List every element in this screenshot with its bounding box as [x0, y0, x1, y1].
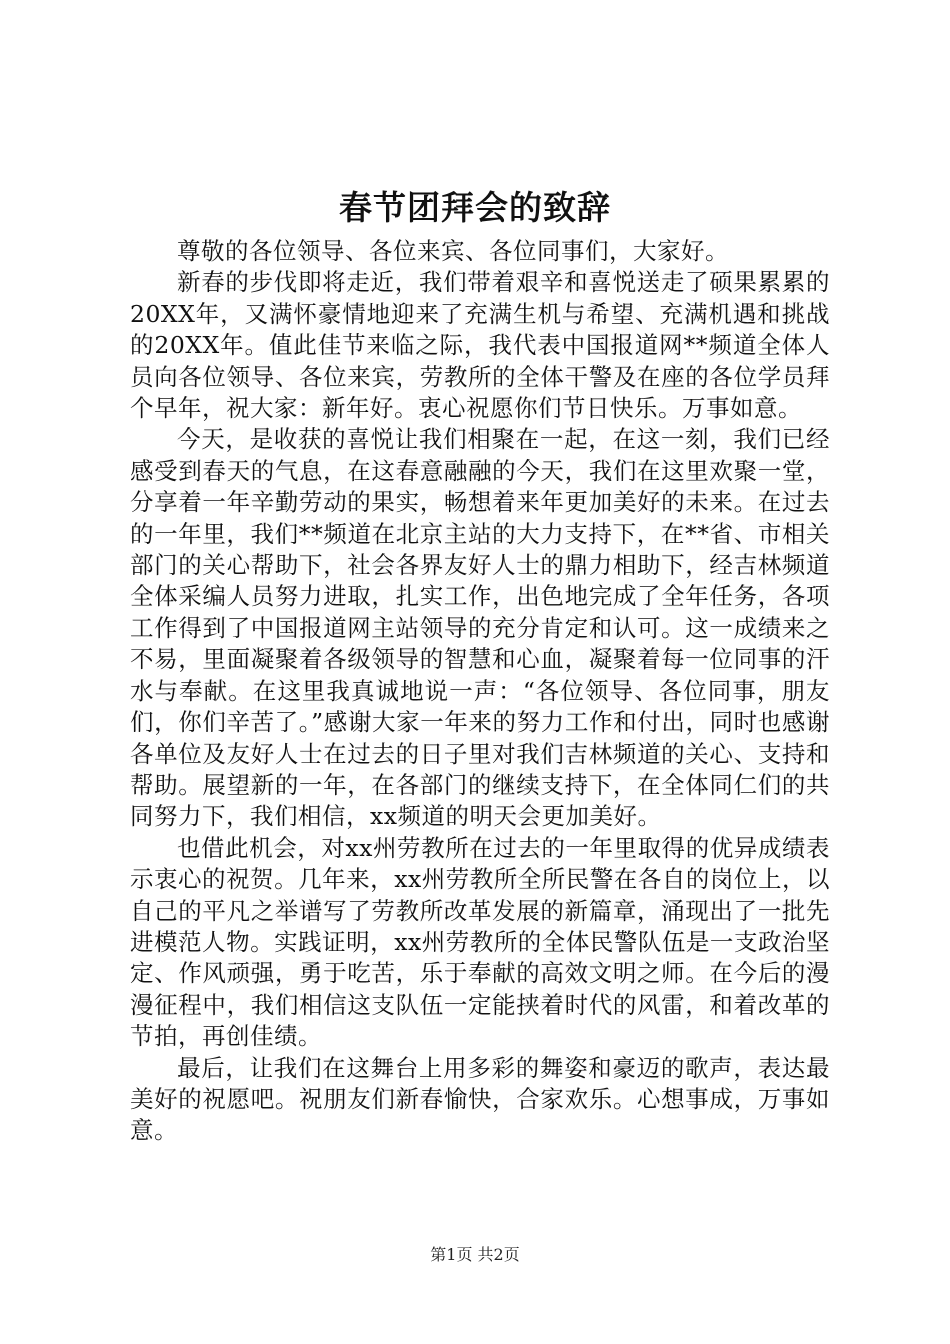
- paragraph-new-year-wishes: 新春的步伐即将走近，我们带着艰辛和喜悦送走了硕果累累的20XX年，又满怀豪情地迎来了充满生机与希望、充满机遇和挑战的20XX年。值此佳节来临之际，我代表中国报道网**频道全体人员向各位领导、各位来宾，劳教所的全体干警及在座的各位学员拜个早年，祝大家：新年好。衷心祝愿你们节日快乐。万事如意。: [130, 268, 830, 423]
- page-number-footer: 第1页 共2页: [430, 1245, 520, 1264]
- document-title: 春节团拜会的致辞: [339, 188, 611, 227]
- paragraph-congratulations: 也借此机会，对xx州劳教所在过去的一年里取得的优异成绩表示衷心的祝贺。几年来，xx州劳教所全所民警在各自的岗位上，以自己的平凡之举谱写了劳教所改革发展的新篇章，涌现出了一批先进模范人物。实践证明，xx州劳教所的全体民警队伍是一支政治坚定、作风顽强，勇于吃苦，乐于奉献的高效文明之师。在今后的漫漫征程中，我们相信这支队伍一定能挟着时代的风雷，和着改革的节拍，再创佳绩。: [130, 833, 830, 1051]
- paragraph-achievements: 今天，是收获的喜悦让我们相聚在一起，在这一刻，我们已经感受到春天的气息，在这春意融融的今天，我们在这里欢聚一堂，分享着一年辛勤劳动的果实，畅想着来年更加美好的未来。在过去的一年里，我们**频道在北京主站的大力支持下，在**省、市相关部门的关心帮助下，社会各界友好人士的鼎力相助下，经吉林频道全体采编人员努力进取，扎实工作，出色地完成了全年任务，各项工作得到了中国报道网主站领导的充分肯定和认可。这一成绩来之不易，里面凝聚着各级领导的智慧和心血，凝聚着每一位同事的汗水与奉献。在这里我真诚地说一声：“各位领导、各位同事，朋友们，你们辛苦了。”感谢大家一年来的努力工作和付出，同时也感谢各单位及友好人士在过去的日子里对我们吉林频道的关心、支持和帮助。展望新的一年，在各部门的继续支持下，在全体同仁们的共同努力下，我们相信，xx频道的明天会更加美好。: [130, 425, 830, 831]
- paragraph-greeting: 尊敬的各位领导、各位来宾、各位同事们，大家好。: [177, 237, 729, 265]
- document-body: [130, 236, 830, 1147]
- paragraph-closing: 最后，让我们在这舞台上用多彩的舞姿和豪迈的歌声，表达最美好的祝愿吧。祝朋友们新春愉快，合家欢乐。心想事成，万事如意。: [130, 1053, 830, 1145]
